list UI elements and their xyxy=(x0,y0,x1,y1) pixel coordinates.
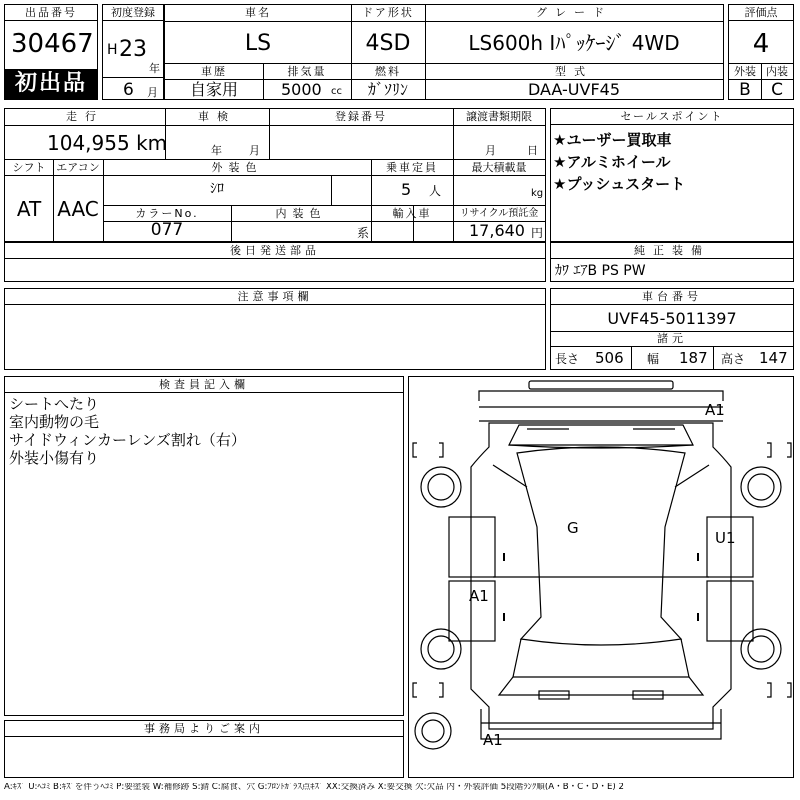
inspector-line: シートへたり xyxy=(9,395,100,413)
office-box xyxy=(4,720,404,778)
first-listing-label: 初出品 xyxy=(14,71,87,96)
inspection-header: 車検 xyxy=(198,110,236,123)
model-value: DAA-UVF45 xyxy=(527,80,620,99)
sales-points-box xyxy=(550,108,794,242)
inspector-line: サイドウィンカーレンズ割れ（右） xyxy=(9,431,246,449)
chassis-header: 車台番号 xyxy=(551,289,793,305)
legend-text: A:ｷｽﾞ U:ﾍｺﾐ B:ｷｽﾞを伴うﾍｺﾐ P:要塗装 W:補修跡 S:錆 C:腐食、穴 G:ﾌﾛﾝﾄｶﾞﾗｽ点ｷｽﾞ XX:交換済み X:要交換 欠:欠品 内・外装評価 5段階ﾗﾝｸ順(A・B・C・D・E) 2 xyxy=(4,783,624,792)
history-value: 自家用 xyxy=(189,80,238,99)
equipment-header: 純正装備 xyxy=(551,243,793,259)
shift-header: シフト xyxy=(12,161,46,174)
width-label: 幅 xyxy=(647,352,660,366)
load-unit: kg xyxy=(531,188,544,199)
exterior-color-value: ｼﾛ xyxy=(210,181,224,197)
score-value: 4 xyxy=(752,29,770,59)
color-no-value: 077 xyxy=(150,220,184,240)
lot-number-header: 出品番号 xyxy=(5,5,97,21)
chassis-box xyxy=(550,288,794,370)
car-diagram xyxy=(409,377,793,777)
notes-box xyxy=(4,288,546,370)
damage-mark-left-rear-door: A1 xyxy=(469,587,489,605)
inspector-line: 外装小傷有り xyxy=(9,449,100,467)
score-box xyxy=(728,4,794,100)
transfer-day-unit: 日 xyxy=(527,144,538,157)
displacement-header: 排気量 xyxy=(287,65,327,78)
lot-number-value: 30467 xyxy=(11,29,94,59)
aircon-value: AAC xyxy=(57,197,99,221)
interior-score: C xyxy=(771,80,783,100)
inspector-line: 室内動物の毛 xyxy=(9,413,100,431)
capacity-value: 5 xyxy=(401,180,412,199)
inspection-month-unit: 月 xyxy=(249,144,260,157)
inspection-year-unit: 年 xyxy=(211,144,222,157)
equipment-value: ｶﾜ ｴｱB PS PW xyxy=(555,263,646,279)
car-diagram-box xyxy=(408,376,794,778)
shift-value: AT xyxy=(16,197,42,221)
damage-mark-center: G xyxy=(567,519,579,537)
recycle-header: リサイクル預託金 xyxy=(459,208,539,219)
exterior-score: B xyxy=(739,80,751,100)
exterior-color-header: 外装色 xyxy=(211,161,263,174)
inspector-header: 検査員記入欄 xyxy=(5,377,403,393)
aircon-header: エアコン xyxy=(56,161,100,174)
width-value: 187 xyxy=(679,349,708,367)
color-no-header: カラーNo. xyxy=(135,207,199,220)
mileage-value: 104,955 km xyxy=(47,131,168,155)
displacement-value: 5000 xyxy=(281,80,322,99)
recycle-unit: 円 xyxy=(531,226,544,240)
sales-point-item: ★アルミホイール xyxy=(553,153,671,171)
damage-mark-right-rear-door: U1 xyxy=(715,529,736,547)
sales-point-item: ★ユーザー買取車 xyxy=(553,131,672,149)
transfer-header: 譲渡書類期限 xyxy=(466,110,532,123)
fuel-header: 燃料 xyxy=(375,65,401,78)
import-header: 輸入車 xyxy=(392,207,432,220)
length-label: 長さ xyxy=(555,352,580,366)
exterior-score-header: 外装 xyxy=(734,65,756,78)
chassis-value: UVF45-5011397 xyxy=(607,309,737,328)
door-header: ドア形状 xyxy=(362,6,414,19)
mileage-header: 走行 xyxy=(66,110,104,123)
plate-header: 登録番号 xyxy=(335,110,387,123)
score-header: 評価点 xyxy=(729,5,793,21)
dims-header: 諸元 xyxy=(551,331,793,347)
grade-header: グレード xyxy=(536,6,612,19)
registration-month: 6 xyxy=(123,80,134,100)
damage-mark-roof-right: A1 xyxy=(705,401,725,419)
model-header: 型式 xyxy=(555,65,593,78)
capacity-header: 乗車定員 xyxy=(386,161,438,174)
recycle-value: 17,640 xyxy=(469,221,525,240)
door-value: 4SD xyxy=(365,31,411,56)
car-name-header: 車名 xyxy=(245,6,271,19)
grade-value: LS600h Iﾊﾟｯｹｰｼﾞ 4WD xyxy=(468,31,680,55)
registration-era: H xyxy=(107,42,118,58)
transfer-month-unit: 月 xyxy=(485,144,496,157)
history-header: 車歴 xyxy=(201,65,227,78)
length-value: 506 xyxy=(595,349,624,367)
load-header: 最大積載量 xyxy=(471,161,527,174)
sales-points-header: セールスポイント xyxy=(551,109,793,125)
equipment-box xyxy=(550,242,794,282)
later-parts-box xyxy=(4,242,546,282)
notes-header: 注意事項欄 xyxy=(5,289,545,305)
first-listing-badge xyxy=(5,69,97,99)
fuel-value: ｶﾞｿﾘﾝ xyxy=(367,80,408,99)
displacement-unit: cc xyxy=(331,86,342,97)
spec-grid-box xyxy=(4,108,546,242)
damage-mark-bottom: A1 xyxy=(483,731,503,749)
inspector-box xyxy=(4,376,404,716)
height-value: 147 xyxy=(759,349,788,367)
registration-year: 23 xyxy=(119,37,147,62)
registration-header: 初度登録 xyxy=(103,5,163,21)
registration-year-unit: 年 xyxy=(149,62,160,75)
capacity-unit: 人 xyxy=(429,184,442,198)
vehicle-info-box xyxy=(164,4,724,100)
registration-box xyxy=(102,4,164,100)
later-parts-header: 後日発送部品 xyxy=(5,243,545,259)
interior-color-unit: 系 xyxy=(357,226,370,240)
car-name-value: LS xyxy=(244,31,272,56)
interior-score-header: 内装 xyxy=(766,65,788,78)
registration-month-unit: 月 xyxy=(147,86,158,99)
office-header: 事務局よりご案内 xyxy=(5,721,403,737)
sales-point-item: ★プッシュスタート xyxy=(553,175,686,193)
lot-number-box xyxy=(4,4,98,100)
interior-color-header: 内装色 xyxy=(275,207,327,220)
height-label: 高さ xyxy=(721,352,746,366)
